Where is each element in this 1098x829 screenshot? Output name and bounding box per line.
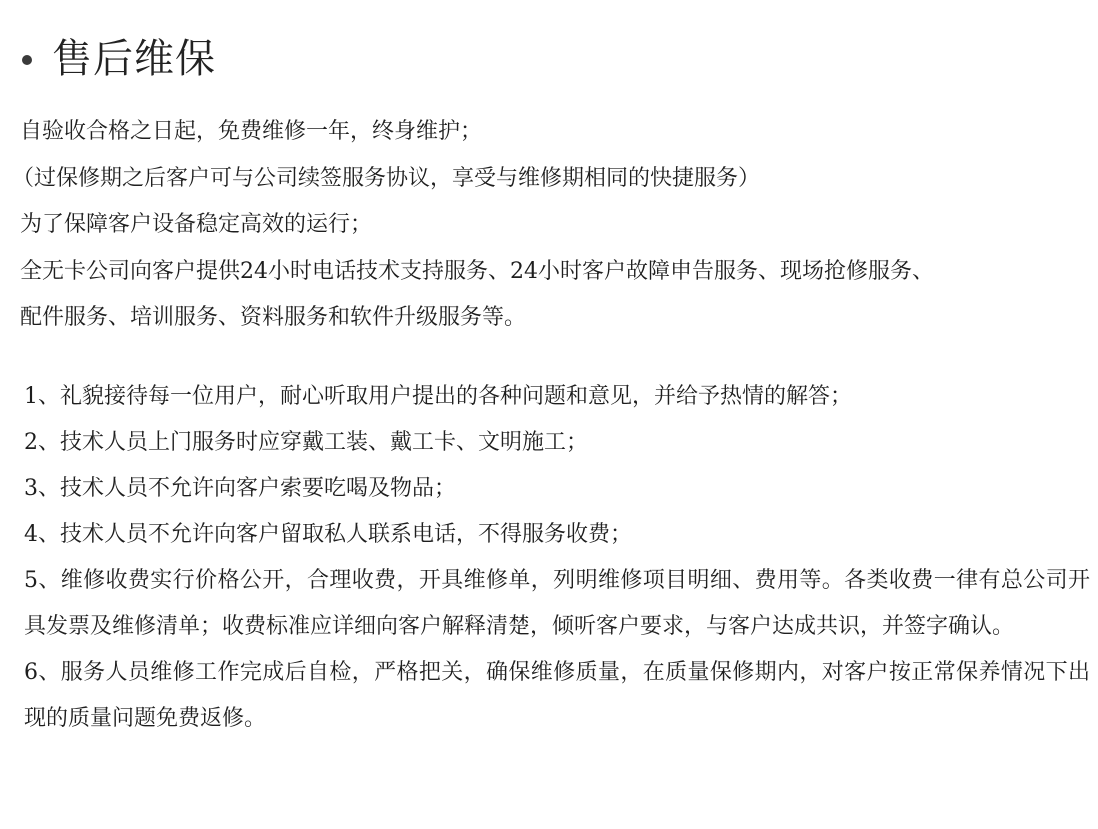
section-title: 售后维保: [52, 36, 216, 82]
section-header: [22, 34, 216, 84]
rule-item: 1、礼貌接待每一位用户，耐心听取用户提出的各种问题和意见，并给予热情的解答；: [24, 384, 852, 409]
rule-item: 2、技术人员上门服务时应穿戴工装、戴工卡、文明施工；: [24, 430, 588, 455]
intro-line: 全无卡公司向客户提供24小时电话技术支持服务、24小时客户故障申告服务、现场抢修服务、: [20, 258, 934, 284]
intro-line: 为了保障客户设备稳定高效的运行；: [20, 212, 373, 237]
rule-item: 6、服务人员维修工作完成后自检，严格把关，确保维修质量，在质量保修期内，对客户按正常保养情况下出现的质量问题免费返修。: [24, 660, 1090, 731]
intro-line: 自验收合格之日起，免费维修一年，终身维护；: [20, 119, 483, 144]
intro-paragraph: [12, 109, 1090, 342]
rule-item: 3、技术人员不允许向客户索要吃喝及物品；: [24, 476, 456, 501]
rule-item: 4、技术人员不允许向客户留取私人联系电话，不得服务收费；: [24, 522, 632, 547]
intro-line: 配件服务、培训服务、资料服务和软件升级服务等。: [20, 305, 527, 330]
rule-item: 5、维修收费实行价格公开，合理收费，开具维修单，列明维修项目明细、费用等。各类收费一律有总公司开具发票及维修清单；收费标准应详细向客户解释清楚，倾听客户要求，与客户达成共识，并签字确认。: [24, 568, 1090, 639]
service-rules-list: [24, 374, 1090, 742]
bullet-icon: [22, 55, 32, 65]
intro-line: （过保修期之后客户可与公司续签服务协议，享受与维修期相同的快捷服务）: [12, 165, 761, 191]
